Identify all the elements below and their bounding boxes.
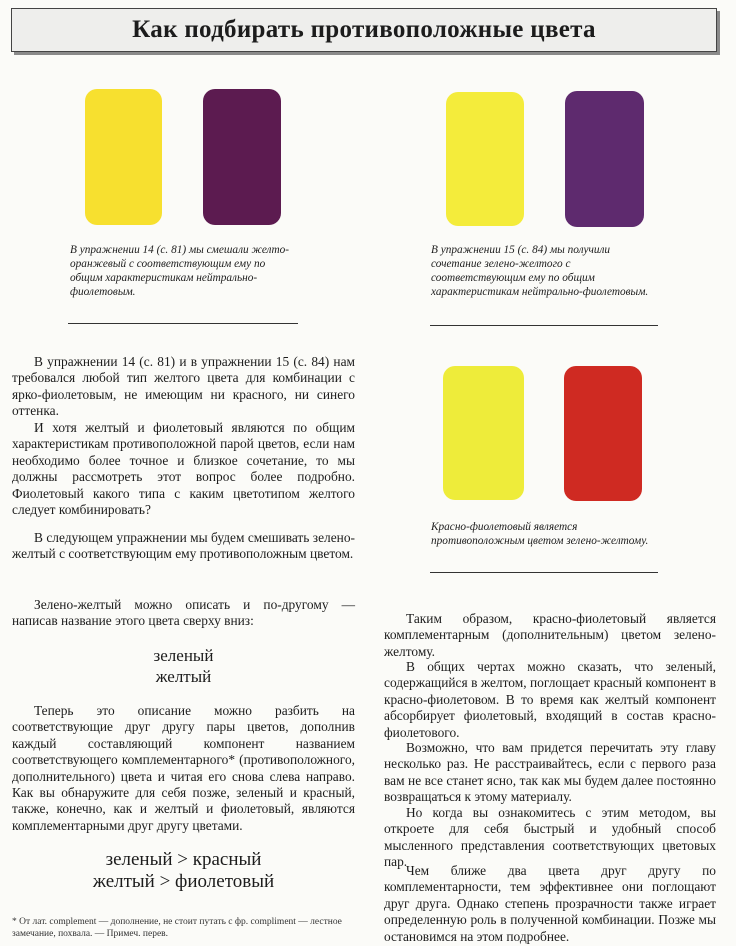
page-title-box	[11, 8, 717, 52]
left-paragraph-1: В упражнении 14 (с. 81) и в упражнении 15 (с. 84) нам требовался любой тип желтого цвета для комбинации с ярко-фиолетовым, не имеющим ни красного, ни синего оттенка.	[12, 354, 355, 419]
swatch-neutral-violet-left	[203, 89, 281, 225]
caption-complement: Красно-фиолетовый является противоположным цветом зелено-желтому.	[431, 521, 649, 547]
caption-exercise-15: В упражнении 15 (с. 84) мы получили сочетание зелено-желтого с соответствующим ему по общим характеристикам нейтрально-фиолетовым.	[431, 244, 649, 298]
right-paragraph-2: В общих чертах можно сказать, что зеленый, содержащийся в желтом, поглощает красный компонент в красно-фиолетовом. В то время как желтый компонент абсорбирует фиолетовый, входящий в состав красно-фиолетового.	[384, 659, 716, 740]
divider-right-top	[430, 325, 658, 326]
left-paragraph-2: И хотя желтый и фиолетовый являются по общим характеристикам противоположной парой цветов, если нам необходимо более точное и близкое сочетание, то мы должны рассмотреть этот вопрос более подробно. Фиолетовый какого типа с каким цветотипом желтого следует комбинировать?	[12, 420, 355, 518]
swatch-neutral-violet-right	[565, 91, 644, 227]
right-paragraph-3: Возможно, что вам придется перечитать эту главу несколько раз. Не расстраивайтесь, если с первого раза вам не все станет ясно, так как мы будем далее постоянно возвращаться к этому материалу.	[384, 740, 716, 805]
divider-left-top	[68, 323, 298, 324]
swatch-red-violet	[564, 366, 642, 501]
right-paragraph-4: Но когда вы ознакомитесь с этим методом, вы откроете для себя быстрый и удобный способ мысленного представления соответствующих цветовых пар.	[384, 805, 716, 870]
right-paragraph-1: Таким образом, красно-фиолетовый является комплементарным (дополнительным) цветом зелено-желтому.	[384, 611, 716, 659]
page-title: Как подбирать противоположные цвета	[132, 16, 596, 43]
left-paragraph-5: Теперь это описание можно разбить на соответствующие друг другу пары цветов, дополнив каждый составляющий компонент названием соответствующего комплементарного* (противоположного, дополнительного) цвета и читая его снова слева направо. Как вы обнаружите для себя позже, зеленый и красный, также, конечно, как и желтый и фиолетовый, являются комплементарными друг другу цветами.	[12, 703, 355, 833]
swatch-green-yellow-2	[443, 366, 524, 500]
swatch-yellow-orange	[85, 89, 162, 225]
footnote: * От лат. complement — дополнение, не стоит путать с фр. compliment — лестное замечание, похвала. — Примеч. перев.	[12, 917, 342, 939]
left-paragraph-3: В следующем упражнении мы будем смешивать зелено-желтый с соответствующим ему противоположным цветом.	[12, 530, 355, 562]
word-yellow: желтый	[155, 667, 212, 686]
pair-yellow-violet: желтый > фиолетовый	[92, 871, 275, 892]
word-green: зеленый	[153, 646, 214, 665]
left-paragraph-4: Зелено-желтый можно описать и по-другому — написав название этого цвета сверху вниз:	[12, 597, 355, 629]
pair-green-red: зеленый > красный	[105, 849, 262, 870]
swatch-green-yellow	[446, 92, 524, 226]
right-paragraph-5: Чем ближе два цвета друг другу по комплементарности, тем эффективнее они поглощают друг друга. Однако степень прозрачности также играет определенную роль в полученной комбинации. Позже мы остановимся на этом подробнее.	[384, 863, 716, 944]
caption-exercise-14: В упражнении 14 (с. 81) мы смешали желто-оранжевый с соответствующим ему по общим характеристикам нейтрально-фиолетовым.	[70, 244, 290, 298]
divider-right-middle	[430, 572, 658, 573]
